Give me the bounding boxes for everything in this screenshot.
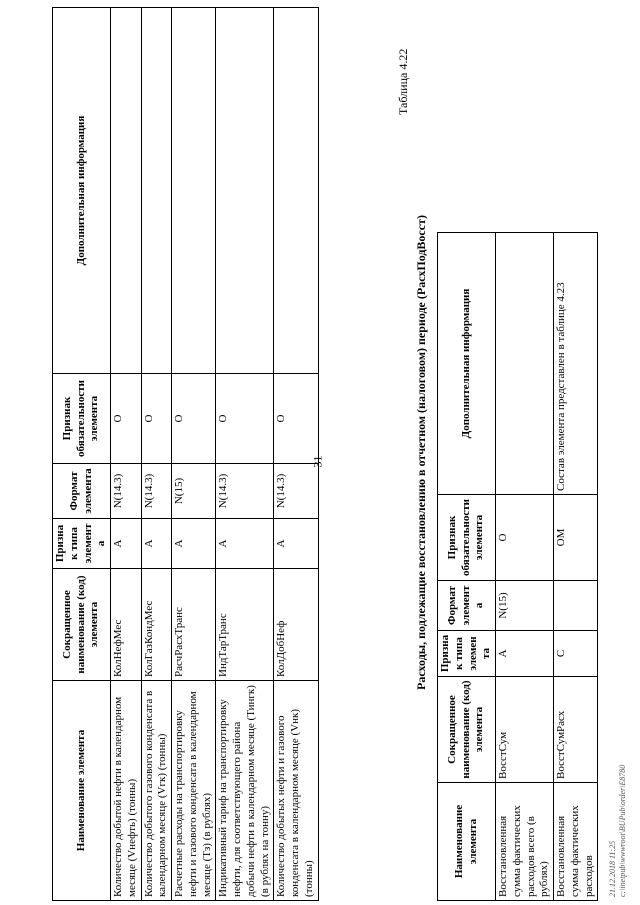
table-row — [554, 233, 598, 901]
cell-type: А — [111, 519, 142, 569]
header-cell: Формат элемента — [438, 581, 496, 631]
cell-type: А — [172, 519, 216, 569]
cell-info — [172, 8, 216, 374]
table-row — [172, 8, 216, 901]
print-stamp — [608, 765, 627, 897]
stamp-line: 21.12.2018 11:25 — [608, 840, 617, 897]
table-row — [496, 233, 554, 901]
cell-code: КолГазКондМес — [141, 569, 172, 681]
cell-name: Количество добытых нефти и газового конденсата в календарном месяце (Vнк) (тонны) — [274, 681, 318, 901]
cell-type: А — [141, 519, 172, 569]
cell-code: РасчРасхТранс — [172, 569, 216, 681]
cell-format: N(14.3) — [141, 464, 172, 519]
table-row — [111, 8, 142, 901]
stamp-line: c:\inetpub\wwwroot\BUPub\order\E8780 — [617, 764, 627, 897]
cell-format: N(14.3) — [111, 464, 142, 519]
header-cell: Признак обязательности элемента — [53, 374, 111, 464]
cell-info — [274, 8, 318, 374]
cell-format: N(14.3) — [216, 464, 274, 519]
cell-name: Восстановленная сумма фактических расходов всего (в рублях) — [496, 783, 554, 901]
header-cell: Дополнительная информация — [438, 233, 496, 495]
cell-info: Состав элемента представлен в таблице 4.23 — [554, 233, 598, 495]
table-row — [274, 8, 318, 901]
cell-required: О — [111, 374, 142, 464]
cell-format: N(15) — [496, 581, 554, 631]
cell-name: Индикативный тариф на транспортировку нефти, для соответствующего района добычи нефти в календарном месяце (Тингк) (в рублях на тонну) — [216, 681, 274, 901]
table-row — [216, 8, 274, 901]
cell-type: А — [274, 519, 318, 569]
header-cell: Сокращенное наименование (код) элемента — [53, 569, 111, 681]
cell-code: КолНефМес — [111, 569, 142, 681]
cell-info — [216, 8, 274, 374]
header-cell: Сокращенное наименование (код) элемента — [438, 677, 496, 783]
table-header-row — [438, 233, 496, 901]
cell-code: ИндТарТранс — [216, 569, 274, 681]
cell-type: А — [216, 519, 274, 569]
cell-info — [111, 8, 142, 374]
cell-name: Восстановленная сумма фактических расходов — [554, 783, 598, 901]
cell-info — [141, 8, 172, 374]
header-cell: Дополнительная информация — [53, 8, 111, 374]
table-row — [141, 8, 172, 901]
cell-code: ВосстСумРасх — [554, 677, 598, 783]
table-number: Таблица 4.22 — [396, 48, 410, 115]
header-cell: Наименование элемента — [438, 783, 496, 901]
cell-type: С — [554, 631, 598, 677]
header-cell: Признак типа элемента — [53, 519, 111, 569]
cell-code: КолДобНеф — [274, 569, 318, 681]
cell-required: О — [141, 374, 172, 464]
cell-format — [554, 581, 598, 631]
cell-name: Количество добытого газового конденсата в календарном месяце (Vгк) (тонны) — [141, 681, 172, 901]
header-cell: Наименование элемента — [53, 681, 111, 901]
cell-required: О — [172, 374, 216, 464]
cell-required: ОМ — [554, 495, 598, 581]
elements-table — [52, 7, 319, 901]
cell-format: N(15) — [172, 464, 216, 519]
table-title: Расходы, подлежащие восстановлению в отчетном (налоговом) периоде (РасхПодВосст) — [414, 215, 428, 690]
cell-format: N(14.3) — [274, 464, 318, 519]
table-header-row — [53, 8, 111, 901]
restored-expenses-table — [437, 232, 598, 901]
cell-info — [496, 233, 554, 495]
cell-required: О — [216, 374, 274, 464]
page-number: 31 — [310, 455, 325, 468]
header-cell: Признак типа элемента — [438, 631, 496, 677]
header-cell: Формат элемента — [53, 464, 111, 519]
cell-required: О — [274, 374, 318, 464]
cell-type: А — [496, 631, 554, 677]
cell-name: Расчетные расходы на транспортировку нефти и газового конденсата в календарном месяце (Тз) (в рублях) — [172, 681, 216, 901]
header-cell: Признак обязательности элемента — [438, 495, 496, 581]
cell-name: Количество добытой нефти в календарном месяце (Vнефть) (тонны) — [111, 681, 142, 901]
cell-required: О — [496, 495, 554, 581]
cell-code: ВосстСум — [496, 677, 554, 783]
